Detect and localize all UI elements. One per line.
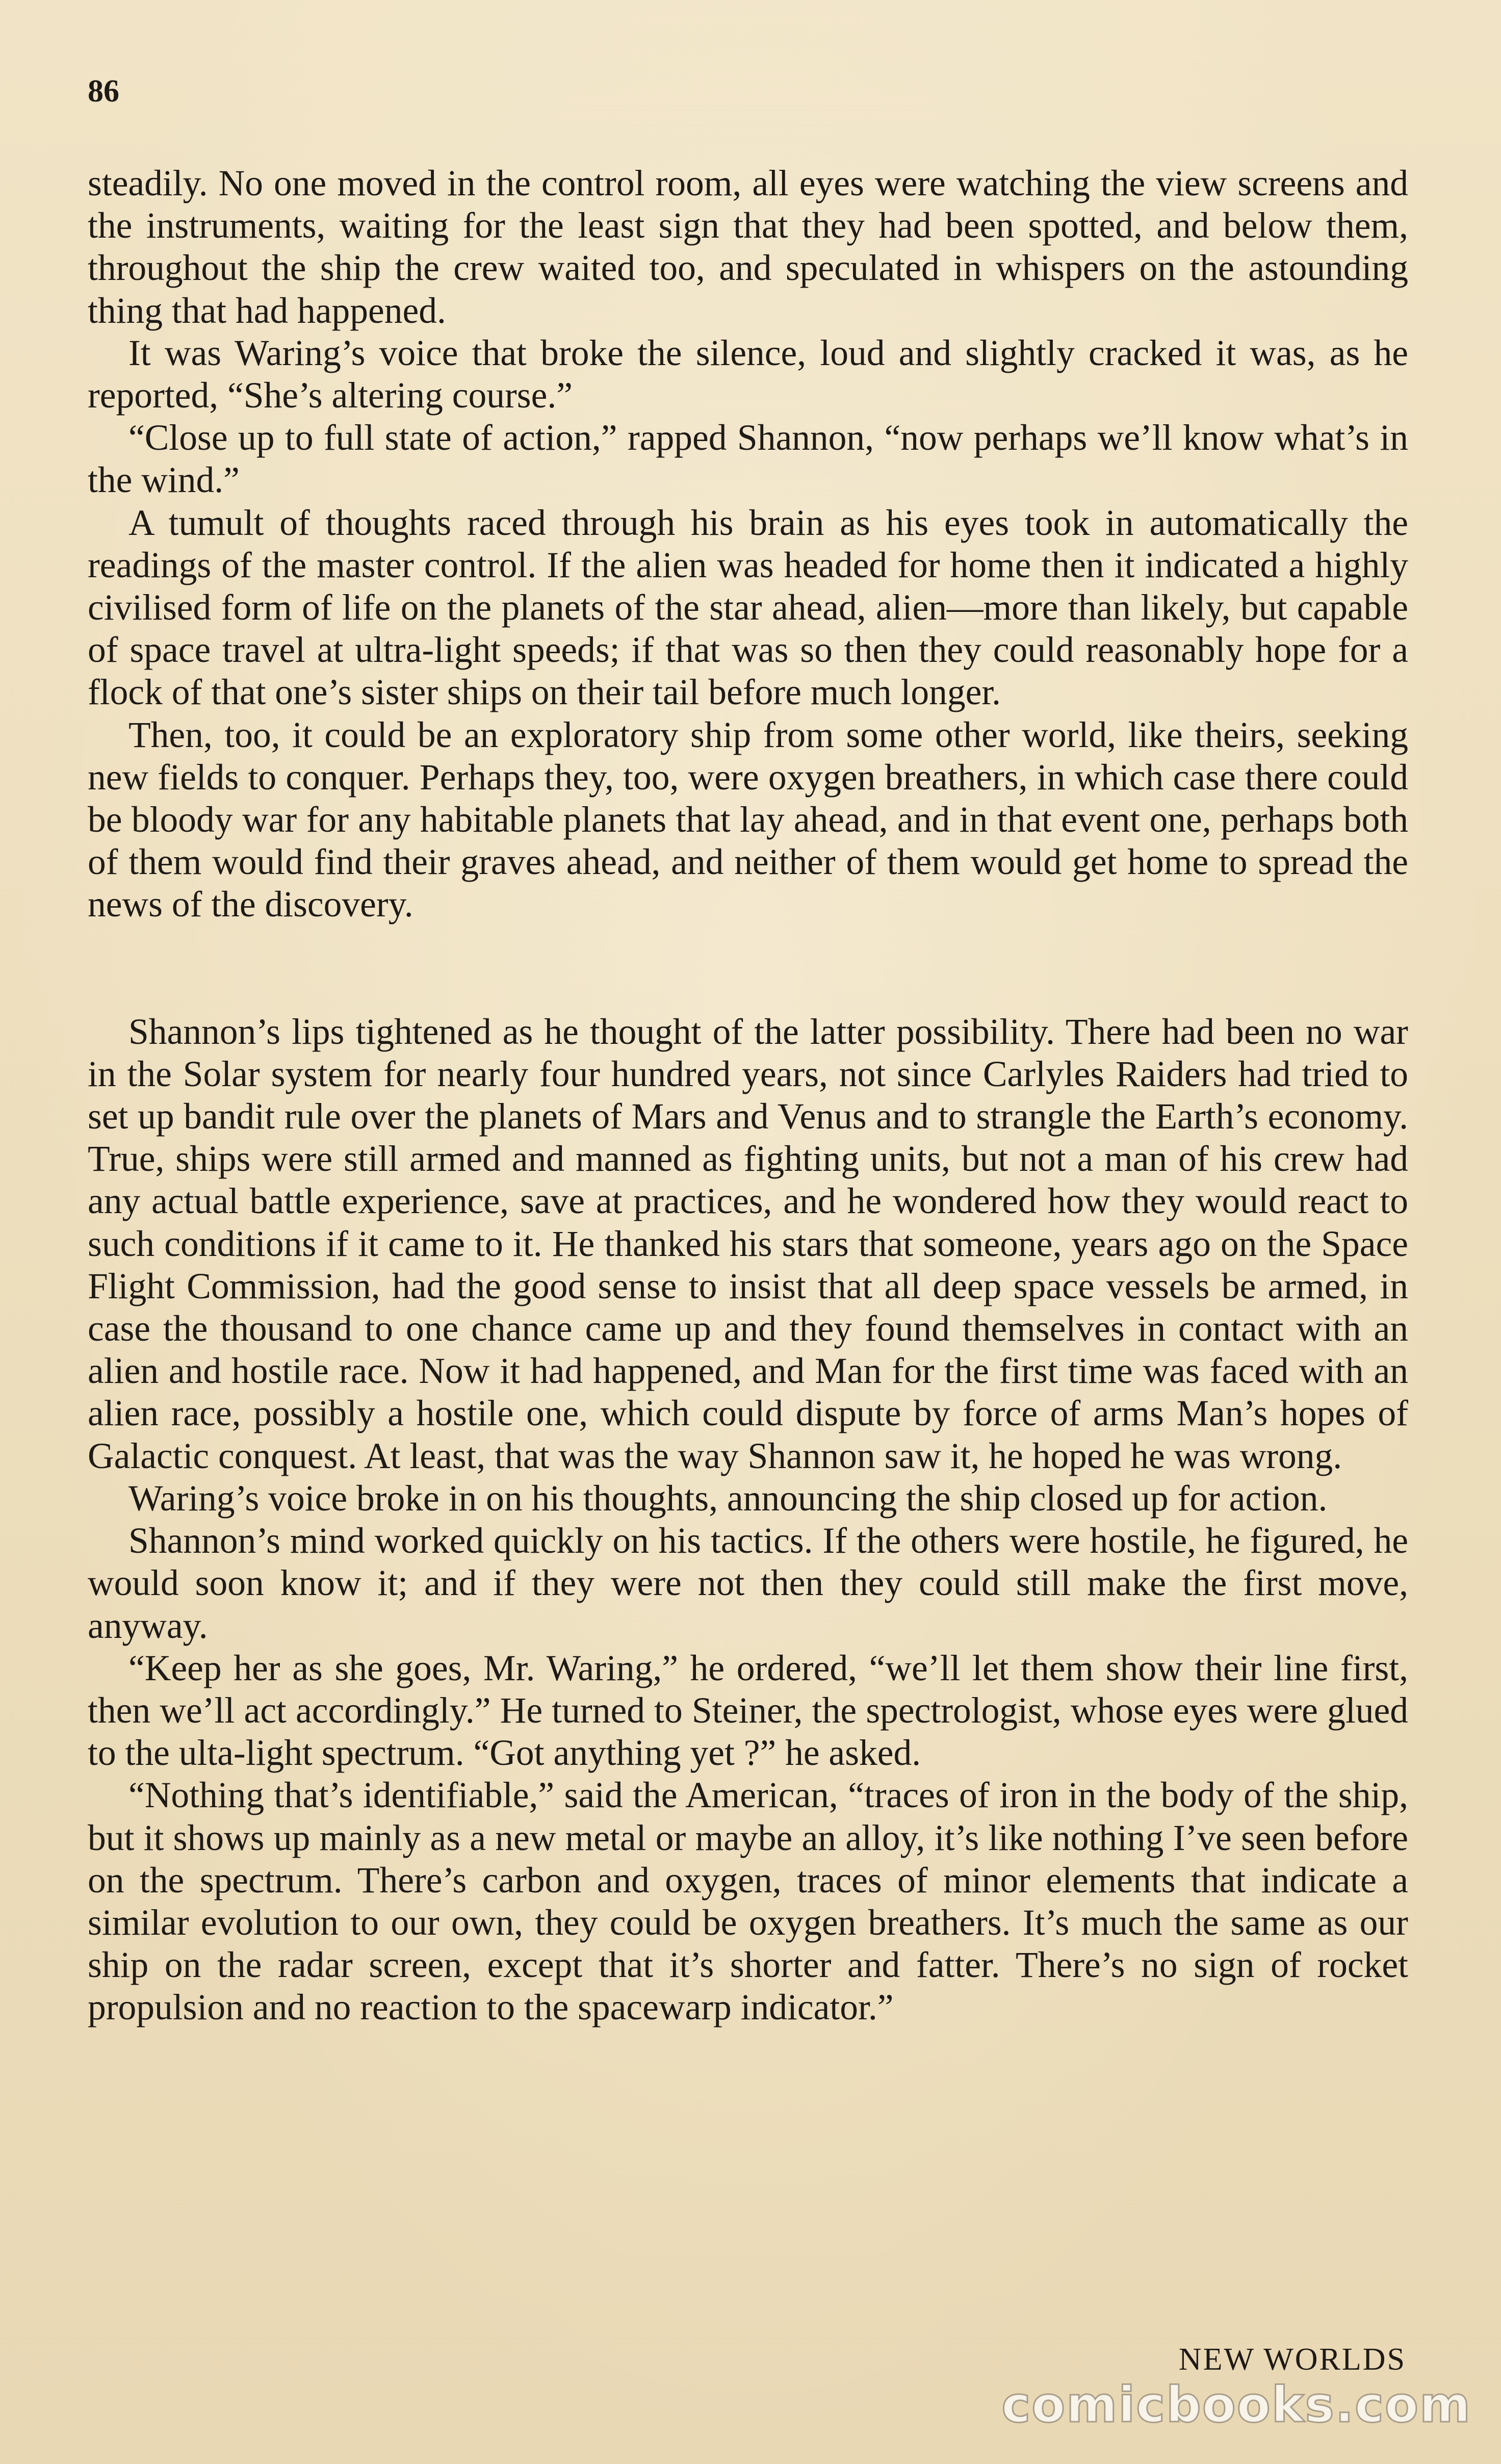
site-watermark: comicbooks.com (1001, 2376, 1471, 2433)
paragraph: A tumult of thoughts raced through his brain as his eyes took in automatically the readings of the master control. If the alien was headed for home then it indicated a highly civilised form of life on the planets of the star ahead, alien—more than likely, but capable of space travel at ultra-light speeds; if that was so then they could reasonably hope for a flock of that one’s sister ships on their tail before much longer. (88, 502, 1408, 713)
story-text (88, 162, 1408, 2029)
paragraph: Shannon’s mind worked quickly on his tactics. If the others were hostile, he figured, he would soon know it; and if they were not then they could still make the first move, anyway. (88, 1521, 1408, 1646)
magazine-footer: NEW WORLDS (1178, 2342, 1406, 2377)
paragraph: “Nothing that’s identifiable,” said the American, “traces of iron in the body of the ship, but it shows up mainly as a new metal or maybe an alloy, it’s like nothing I’ve seen before on the spectrum. There’s carbon and oxygen, traces of minor elements that indicate a similar evolution to our own, they could be oxygen breathers. It’s much the same as our ship on the radar screen, except that it’s shorter and fatter. There’s no sign of rocket propulsion and no reaction to the spacewarp indicator.” (88, 1775, 1408, 2028)
paragraph: Then, too, it could be an exploratory ship from some other world, like theirs, seeking new fields to conquer. Perhaps they, too, were oxygen breathers, in which case there could be bloody war for any habitable planets that lay ahead, and in that event one, perhaps both of them would find their graves ahead, and neither of them would get home to spread the news of the discovery. (88, 714, 1408, 925)
paragraph: “Keep her as she goes, Mr. Waring,” he ordered, “we’ll let them show their line first, then we’ll act accordingly.” He turned to Steiner, the spectrologist, whose eyes were glued to the ulta-light spectrum. “Got anything yet ?” he asked. (88, 1648, 1408, 1774)
page-number: 86 (88, 74, 119, 109)
paragraph: “Close up to full state of action,” rapped Shannon, “now perhaps we’ll know what’s in the wind.” (88, 418, 1408, 501)
paragraph: steadily. No one moved in the control room, all eyes were watching the view screens and the instruments, waiting for the least sign that they had been spotted, and below them, throughout the ship the crew waited too, and speculated in whispers on the astounding thing that had happened. (88, 163, 1408, 331)
paragraph: It was Waring’s voice that broke the silence, loud and slightly cracked it was, as he reported, “She’s altering course.” (88, 332, 1408, 416)
paragraph: Shannon’s lips tightened as he thought of the latter possibility. There had been no war in the Solar system for nearly four hundred years, not since Carlyles Raiders had tried to set up bandit rule over the planets of Mars and Venus and to strangle the Earth’s economy. True, ships were still armed and manned as fighting units, but not a man of his crew had any actual battle experience, save at practices, and he wondered how they would react to such conditions if it came to it. He thanked his stars that someone, years ago on the Space Flight Commission, had the good sense to insist that all deep space vessels be armed, in case the thousand to one chance came up and they found themselves in contact with an alien and hostile race. Now it had happened, and Man for the first time was faced with an alien race, possibly a hostile one, which could dispute by force of arms Man’s hopes of Galactic conquest. At least, that was the way Shannon saw it, he hoped he was wrong. (88, 1011, 1408, 1476)
paragraph: Waring’s voice broke in on his thoughts, announcing the ship closed up for action. (128, 1478, 1328, 1519)
